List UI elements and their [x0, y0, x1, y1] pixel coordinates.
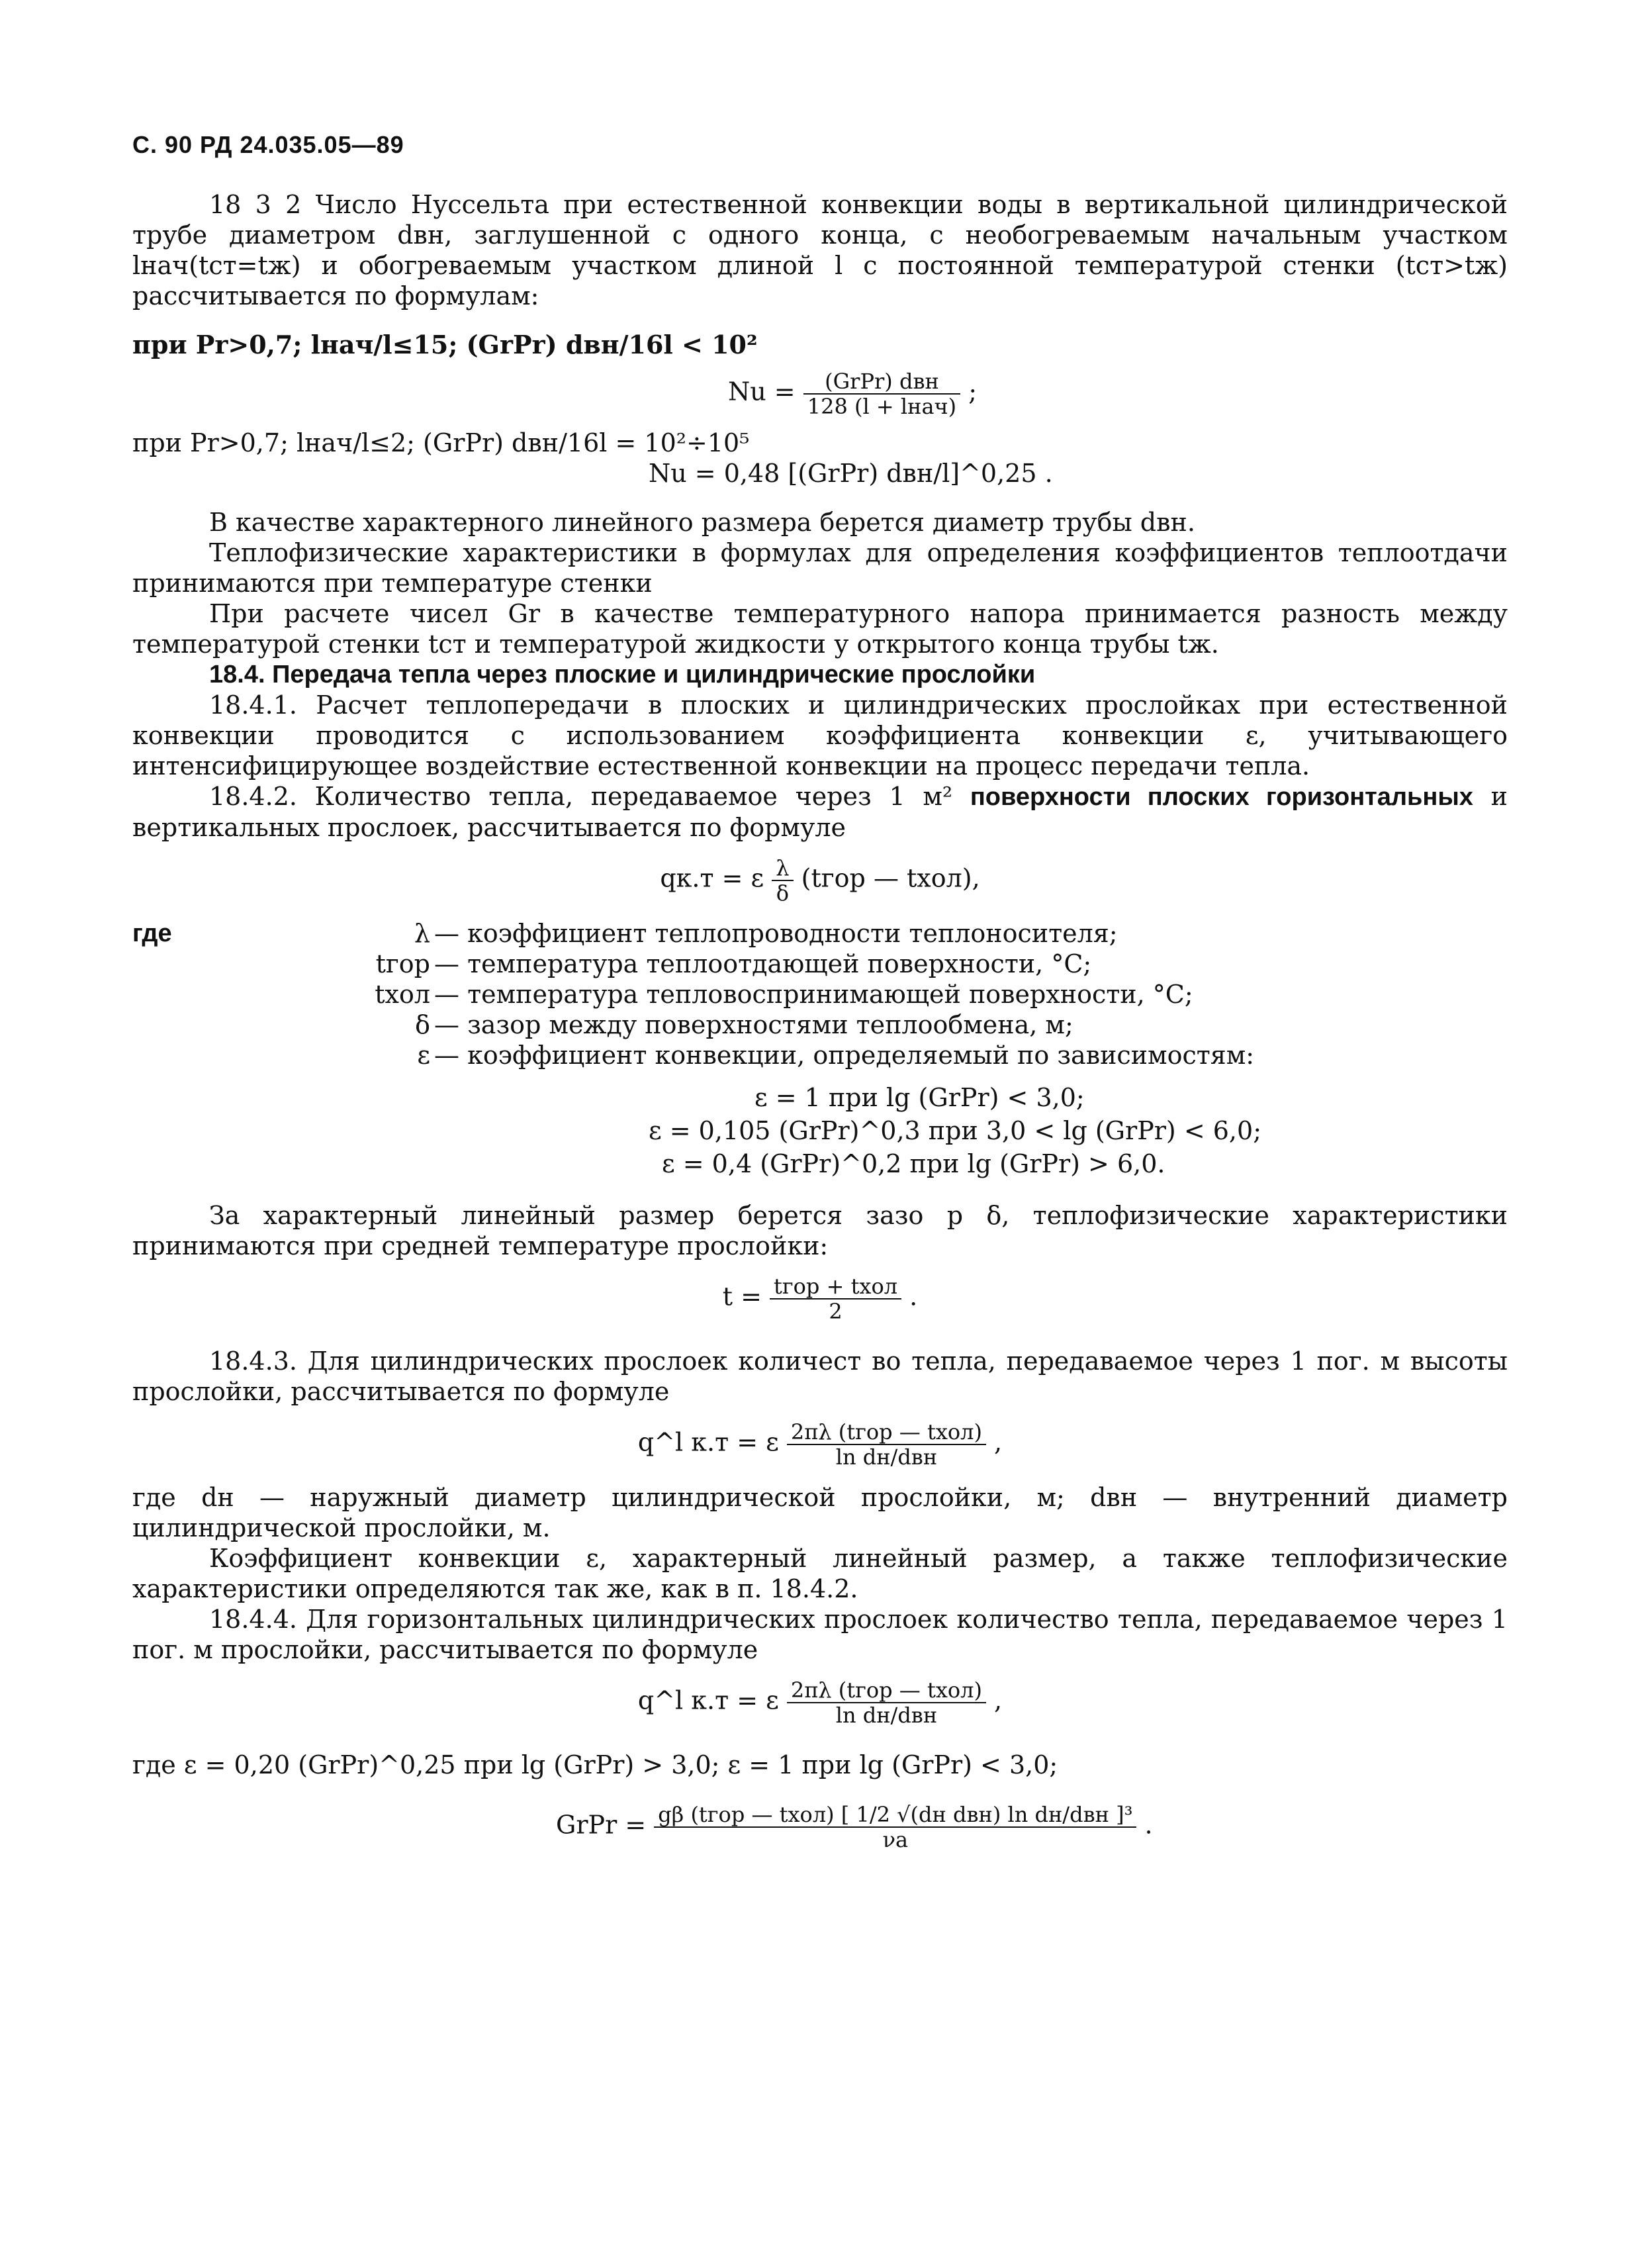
- formula-nu-1-numerator: (GrPr) dвн: [803, 369, 960, 395]
- formula-mean-temp: [132, 1274, 1508, 1323]
- definition-text: — температура теплоотдающей поверхности, °С;: [434, 949, 1092, 978]
- page-header: С. 90 РД 24.035.05—89: [132, 131, 404, 158]
- paragraph-gr-calc: При расчете чисел Gr в качестве температурного напора принимается разность между температурой стенки tст и температурой жидкости у открытого конца трубы tж.: [132, 599, 1508, 659]
- paragraph-18-4-2: [132, 781, 1508, 843]
- formula-q-plane-right: (tгор — tхол),: [801, 863, 980, 893]
- formula-q-horiz-cyl-numerator: 2πλ (tгор — tхол): [787, 1678, 986, 1703]
- epsilon-case-2: ε = 0,105 (GrPr)^0,3 при 3,0 < lg (GrPr) < 6,0;: [649, 1116, 1261, 1145]
- formula-mean-temp-left: t =: [722, 1282, 762, 1311]
- definition-symbol: δ: [415, 1010, 430, 1039]
- definition-row: [132, 949, 1508, 979]
- paragraph-18-4-2-a: 18.4.2. Количество тепла, передаваемое через 1 м²: [209, 782, 970, 811]
- condition-2: при Pr>0,7; lнач/l≤2; (GrPr) dвн/16l = 10²÷10⁵: [132, 428, 750, 457]
- paragraph-where-dn: где dн — наружный диаметр цилиндрической прослойки, м; dвн — внутренний диаметр цилиндрической прослойки, м.: [132, 1483, 1508, 1542]
- formula-q-horiz-cyl-left: q^l к.т = ε: [637, 1685, 779, 1715]
- formula-grpr: [556, 1803, 1508, 1852]
- formula-q-plane: [132, 856, 1508, 905]
- paragraph-18-4-2-c: и вертикальных прослоек, рассчитывается по формуле: [132, 782, 1508, 842]
- definition-symbol: ε: [417, 1041, 430, 1070]
- formula-grpr-tail: .: [1144, 1810, 1153, 1840]
- definition-text: — температура тепловоспринимающей поверхности, °С;: [434, 980, 1193, 1009]
- epsilon-case-1: ε = 1 при lg (GrPr) < 3,0;: [754, 1083, 1085, 1112]
- epsilon-dependencies: [649, 1082, 1508, 1179]
- where-label: где: [132, 920, 172, 947]
- formula-nu-2: Nu = 0,48 [(GrPr) dвн/l]^0,25 .: [649, 459, 1053, 488]
- paragraph-thermophysical: Теплофизические характеристики в формулах для определения коэффициентов теплоотдачи принимаются при температуре стенки: [132, 538, 1508, 598]
- formula-q-cyl-denominator: ln dн/dвн: [835, 1444, 938, 1470]
- definition-text: — коэффициент теплопроводности теплоносителя;: [434, 919, 1118, 948]
- definition-list: [132, 918, 1508, 1070]
- paragraph-characteristic-size: В качестве характерного линейного размера берется диаметр трубы dвн.: [209, 508, 1195, 537]
- formula-mean-temp-tail: .: [909, 1282, 918, 1311]
- paragraph-18-4-1: 18.4.1. Расчет теплопередачи в плоских и цилиндрических прослойках при естественной конвекции проводится с использованием коэффициента конвекции ε, учитывающего интенсифицирующее воздействие естественной конвекции на процесс передачи тепла.: [132, 690, 1508, 780]
- epsilon-case-3: ε = 0,4 (GrPr)^0,2 при lg (GrPr) > 6,0.: [662, 1149, 1165, 1178]
- formula-nu-1-fraction: [803, 369, 960, 418]
- formula-q-plane-fraction: [772, 856, 793, 905]
- definition-row: [132, 1010, 1508, 1040]
- formula-q-horiz-cyl-denominator: ln dн/dвн: [835, 1703, 938, 1728]
- formula-q-horiz-cyl-fraction: [787, 1678, 986, 1727]
- definition-text: — зазор между поверхностями теплообмена, м;: [434, 1010, 1073, 1039]
- formula-mean-temp-numerator: tгор + tхол: [770, 1274, 901, 1299]
- formula-q-cyl: [132, 1420, 1508, 1469]
- formula-mean-temp-denominator: 2: [829, 1299, 843, 1324]
- formula-q-cyl-left: q^l к.т = ε: [637, 1427, 779, 1457]
- formula-grpr-fraction: [654, 1803, 1136, 1852]
- formula-q-cyl-tail: ,: [994, 1427, 1003, 1457]
- definition-row: [132, 918, 1508, 949]
- definition-symbol: λ: [414, 919, 430, 948]
- formula-grpr-left: GrPr =: [556, 1810, 647, 1840]
- formula-nu-1-tail: ;: [968, 377, 978, 406]
- definition-text: — коэффициент конвекции, определяемый по зависимостям:: [434, 1041, 1255, 1070]
- definition-symbol: tхол: [375, 980, 430, 1009]
- formula-q-plane-denominator: δ: [776, 880, 790, 906]
- formula-grpr-denominator: νa: [882, 1827, 909, 1852]
- formula-q-cyl-numerator: 2πλ (tгор — tхол): [787, 1420, 986, 1445]
- definition-symbol: tгор: [375, 949, 430, 978]
- paragraph-18-4-2-b: поверхности плоских горизонтальных: [970, 783, 1473, 811]
- definition-row: [132, 979, 1508, 1010]
- section-18-4-title: 18.4. Передача тепла через плоские и цилиндрические прослойки: [209, 661, 1036, 688]
- formula-grpr-numerator: gβ (tгор — tхол) [ 1/2 √(dн dвн) ln dн/dвн ]³: [654, 1803, 1136, 1828]
- paragraph-18-4-3: 18.4.3. Для цилиндрических прослоек количест во тепла, передаваемое через 1 пог. м высоты прослойки, рассчитывается по формуле: [132, 1347, 1508, 1406]
- formula-nu-1-denominator: 128 (l + lнач): [807, 394, 957, 419]
- paragraph-where-epsilon: где ε = 0,20 (GrPr)^0,25 при lg (GrPr) > 3,0; ε = 1 при lg (GrPr) < 3,0;: [132, 1750, 1058, 1779]
- paragraph-18-3-2: 18 3 2 Число Нуссельта при естественной конвекции воды в вертикальной цилиндрической трубе диаметром dвн, заглушенной с одного конца, с необогреваемым начальным участком lнач(tст=tж) и обогреваемым участком длиной l с постоянной температурой стенки (tст>tж) рассчитывается по формулам:: [132, 190, 1508, 310]
- formula-mean-temp-fraction: [770, 1274, 901, 1323]
- paragraph-gap-size: За характерный линейный размер берется зазо р δ, теплофизические характеристики принимаются при средней температуре прослойки:: [132, 1201, 1508, 1260]
- formula-q-plane-numerator: λ: [772, 856, 793, 881]
- paragraph-convection-coef: Коэффициент конвекции ε, характерный линейный размер, а также теплофизические характеристики определяются так же, как в п. 18.4.2.: [132, 1544, 1508, 1603]
- formula-q-horiz-cyl-tail: ,: [994, 1685, 1003, 1715]
- formula-q-horiz-cyl: [132, 1678, 1508, 1727]
- condition-1: при Pr>0,7; lнач/l≤15; (GrPr) dвн/16l < 10²: [132, 330, 758, 359]
- definition-row: [132, 1040, 1508, 1070]
- formula-nu-1: [728, 369, 1508, 418]
- formula-q-cyl-fraction: [787, 1420, 986, 1469]
- paragraph-18-4-4: 18.4.4. Для горизонтальных цилиндрических прослоек количество тепла, передаваемое через 1 пог. м прослойки, рассчитывается по формуле: [132, 1605, 1508, 1664]
- formula-nu-1-left: Nu =: [728, 377, 796, 406]
- page-content: [132, 189, 1508, 1856]
- formula-q-plane-left: qк.т = ε: [660, 863, 764, 893]
